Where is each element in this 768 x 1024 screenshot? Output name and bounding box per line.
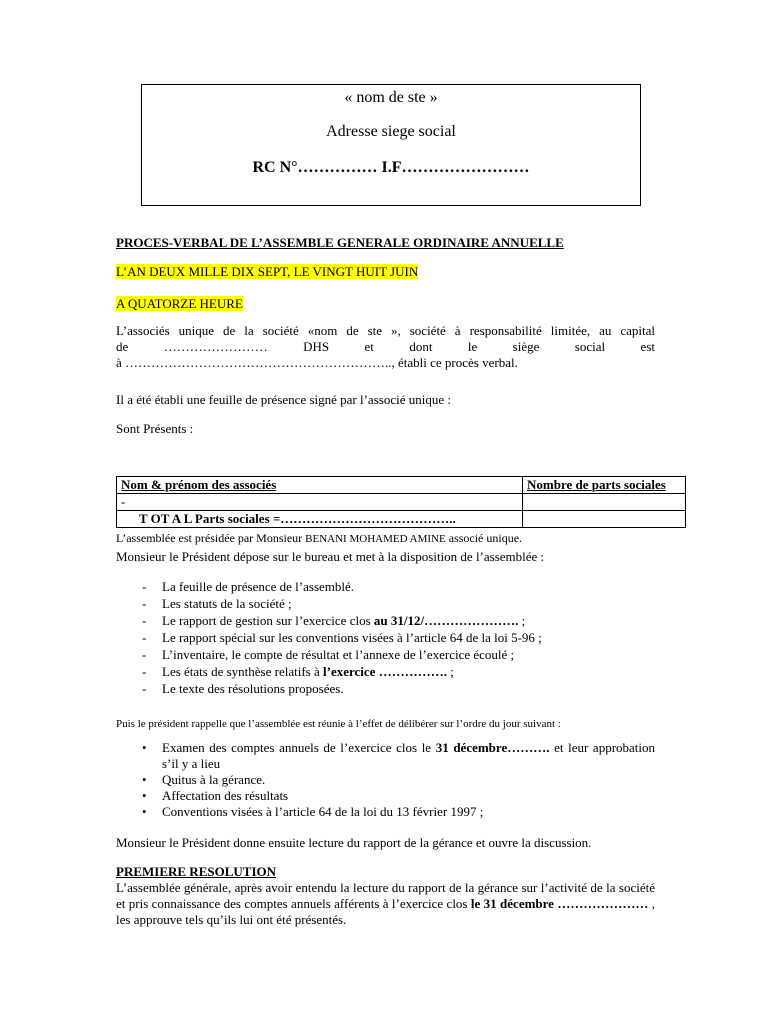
resolution-text-suffix: , les approuve tels qu’ils lui ont été présentés. (116, 896, 655, 927)
feuille-presence-text: Il a été établi une feuille de présence signé par l’associé unique : (116, 392, 451, 407)
intro-line-3: à …………………………………………………….., établi ce procès verbal. (116, 355, 518, 370)
document-title: PROCES-VERBAL DE L’ASSEMBLE GENERALE ORDINAIRE ANNUELLE (116, 235, 564, 250)
list-item: - La feuille de présence de l’assemblé. (116, 578, 542, 595)
total-label: T OT A L Parts sociales =………………………………….. (117, 511, 523, 528)
discussion-text: Monsieur le Président donne ensuite lecture du rapport de la gérance et ouvre la discussion. (116, 835, 592, 850)
date-text: L’AN DEUX MILLE DIX SEPT, LE VINGT HUIT JUIN (116, 264, 419, 279)
item-suffix: ; (446, 664, 454, 679)
resolution-title: PREMIERE RESOLUTION (116, 864, 276, 879)
agenda-list (116, 740, 655, 820)
president-name: BENANI MOHAMED AMINE (305, 533, 446, 545)
item-suffix: et leur approbation s’il y a lieu (162, 740, 656, 771)
resolution-text-bold: le 31 décembre ………………… (470, 896, 649, 911)
list-item: - Le rapport spécial sur les conventions visées à l’article 64 de la loi 5-96 ; (116, 629, 542, 646)
list-item: - Les statuts de la société ; (116, 595, 542, 612)
item-suffix: ; (518, 613, 526, 628)
item-bold-text: l’exercice ……………. (323, 664, 447, 679)
list-item (116, 612, 542, 629)
table-header-row (117, 477, 686, 494)
agenda-intro-text: Puis le président rappelle que l’assemblée est réunie à l’effet de délibérer sur l’ordre du jour suivant : (116, 718, 561, 730)
list-item: - Le texte des résolutions proposées. (116, 680, 542, 697)
intro-line-2: de …………………… DHS et dont le siège social est (116, 339, 655, 354)
table-cell-shares (523, 494, 686, 511)
intro-paragraph (116, 323, 655, 371)
list-item: - L’inventaire, le compte de résultat et l’annexe de l’exercice écoulé ; (116, 646, 542, 663)
date-line (116, 264, 418, 280)
time-text: A QUATORZE HEURE (116, 296, 243, 311)
list-item: • Affectation des résultats (116, 788, 655, 804)
resolution-text (116, 880, 655, 928)
company-name: « nom de ste » (344, 89, 438, 106)
presents-label: Sont Présents : (116, 421, 194, 436)
item-bold-text: 31 décembre………. (435, 740, 550, 755)
table-row (117, 494, 686, 511)
item-bold-text: au 31/12/…………………. (373, 613, 519, 628)
company-address: Adresse siege social (326, 123, 456, 140)
list-item: • Conventions visées à l’article 64 de la loi du 13 février 1997 ; (116, 804, 655, 820)
list-item (116, 740, 655, 772)
list-item (116, 663, 542, 680)
company-registration: RC N°…………… I.F…………………… (252, 159, 530, 176)
item-text: Examen des comptes annuels de l’exercice clos le (162, 740, 436, 755)
presidence-line (116, 530, 522, 547)
resolution-text-prefix: L’assemblée générale, après avoir entendu la lecture du rapport de la gérance sur l’activité de la société et pris connaissance des comptes annuels afférents à l’exercice clos (116, 880, 655, 911)
table-total-row (117, 511, 686, 528)
time-line (116, 296, 243, 312)
item-text: Les états de synthèse relatifs à (162, 664, 323, 679)
table-cell-name: - (117, 494, 523, 511)
col-header-names: Nom & prénom des associés (117, 477, 523, 494)
presidence-suffix: associé unique. (445, 531, 523, 545)
company-header-box (141, 84, 641, 206)
associates-table (116, 476, 686, 528)
intro-line-1: L’associés unique de la société «nom de ste », société à responsabilité limitée, au capital (116, 323, 655, 338)
item-text: Le rapport de gestion sur l’exercice clos (162, 613, 374, 628)
col-header-shares: Nombre de parts sociales (523, 477, 686, 494)
list-item: • Quitus à la gérance. (116, 772, 655, 788)
presidence-prefix: L’assemblée est présidée par Monsieur (116, 531, 306, 545)
total-value-cell (523, 511, 686, 528)
documents-list (116, 578, 542, 697)
depose-text: Monsieur le Président dépose sur le bureau et met à la disposition de l’assemblée : (116, 549, 545, 564)
